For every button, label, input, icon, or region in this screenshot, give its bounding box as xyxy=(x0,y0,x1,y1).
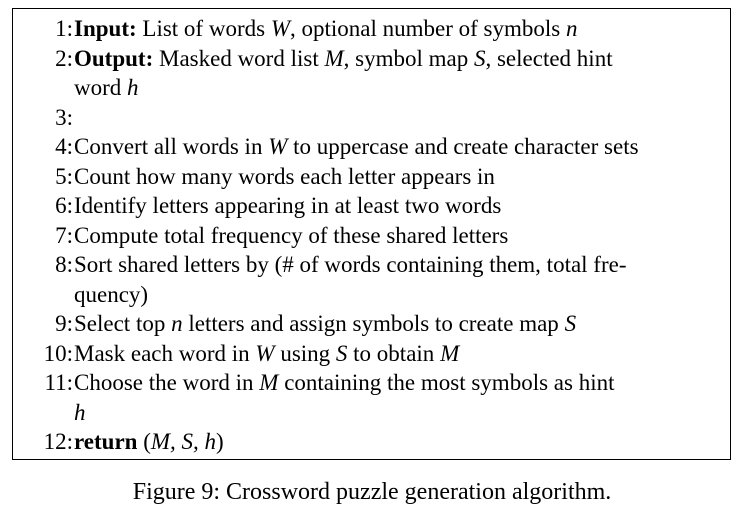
math-symbol: M xyxy=(440,340,460,366)
algorithm-line xyxy=(13,103,730,133)
keyword: return xyxy=(74,429,138,454)
text-fragment: ) xyxy=(216,429,224,454)
math-symbol: W xyxy=(268,134,288,159)
text-fragment: Convert all words in xyxy=(74,134,269,159)
algorithm-line xyxy=(13,339,730,369)
line-number: 6: xyxy=(55,193,73,218)
line-number: 9: xyxy=(55,311,73,336)
line-text xyxy=(74,309,576,339)
line-text xyxy=(74,162,495,192)
algorithm-line xyxy=(13,398,730,428)
math-symbol: n xyxy=(171,311,183,336)
algorithm-line xyxy=(13,368,730,398)
text-fragment: letters and assign symbols to create map xyxy=(182,311,565,336)
text-fragment: Select top xyxy=(74,311,172,336)
algorithm-line xyxy=(13,44,730,74)
text-fragment: List of words xyxy=(136,16,271,41)
line-number: 10: xyxy=(43,340,73,366)
line-text xyxy=(74,339,459,369)
text-fragment: , symbol map xyxy=(343,45,474,71)
math-symbol: h xyxy=(74,399,86,425)
text-fragment: Sort shared letters by (# of words containing them, total fre- xyxy=(74,252,627,277)
math-symbol: W xyxy=(270,16,290,41)
text-fragment: to obtain xyxy=(347,340,441,366)
line-number: 7: xyxy=(55,222,73,248)
algorithm-line xyxy=(13,73,730,103)
text-fragment: Masked word list xyxy=(153,45,325,71)
text-fragment: , selected hint xyxy=(485,45,613,71)
line-text xyxy=(74,73,139,103)
keyword: Output: xyxy=(74,45,154,71)
math-symbol: M, S, h xyxy=(150,429,217,454)
text-fragment: , optional number of symbols xyxy=(290,16,566,41)
text-fragment: Identify letters appearing in at least two words xyxy=(74,193,502,218)
line-number: 4: xyxy=(55,134,73,159)
line-number: 3: xyxy=(55,104,73,130)
line-text xyxy=(74,280,148,310)
algorithm-line xyxy=(13,309,730,339)
math-symbol: M xyxy=(259,370,279,395)
algorithm-line xyxy=(13,162,730,192)
line-number: 11: xyxy=(44,370,73,395)
math-symbol: M xyxy=(324,45,344,71)
line-text xyxy=(74,398,86,428)
algorithm-line xyxy=(13,191,730,221)
keyword: Input: xyxy=(74,16,137,41)
line-text xyxy=(74,250,627,280)
math-symbol: n xyxy=(565,16,578,41)
line-number: 8: xyxy=(55,252,73,277)
line-number: 2: xyxy=(55,45,73,71)
algorithm-line xyxy=(13,221,730,251)
text-fragment: ( xyxy=(137,429,151,454)
figure-caption: Figure 9: Crossword puzzle generation algorithm. xyxy=(132,479,612,505)
text-fragment: Choose the word in xyxy=(74,370,260,395)
algorithm-line xyxy=(13,14,730,44)
algorithm-line xyxy=(13,427,730,457)
line-text xyxy=(74,368,614,398)
math-symbol: S xyxy=(335,340,348,366)
line-number: 12: xyxy=(43,429,73,454)
text-fragment: using xyxy=(274,340,336,366)
line-text xyxy=(74,427,224,457)
algorithm-box xyxy=(12,8,731,460)
line-text xyxy=(74,132,639,162)
math-symbol: S xyxy=(473,45,486,71)
line-text xyxy=(74,44,613,74)
text-fragment: Compute total frequency of these shared letters xyxy=(74,222,509,248)
line-number: 1: xyxy=(55,16,73,41)
algorithm-line xyxy=(13,132,730,162)
text-fragment: quency) xyxy=(74,281,149,307)
line-text xyxy=(74,221,508,251)
text-fragment: Count how many words each letter appears in xyxy=(74,163,495,189)
math-symbol: h xyxy=(127,75,139,100)
text-fragment: to uppercase and create character sets xyxy=(287,134,639,159)
line-number: 5: xyxy=(55,163,73,189)
line-text xyxy=(74,191,501,221)
line-text xyxy=(74,14,577,44)
text-fragment: word xyxy=(74,75,128,100)
math-symbol: S xyxy=(564,311,577,336)
algorithm-line xyxy=(13,250,730,280)
algorithm-line xyxy=(13,280,730,310)
text-fragment: Mask each word in xyxy=(74,340,256,366)
math-symbol: W xyxy=(255,340,275,366)
text-fragment: containing the most symbols as hint xyxy=(278,370,615,395)
